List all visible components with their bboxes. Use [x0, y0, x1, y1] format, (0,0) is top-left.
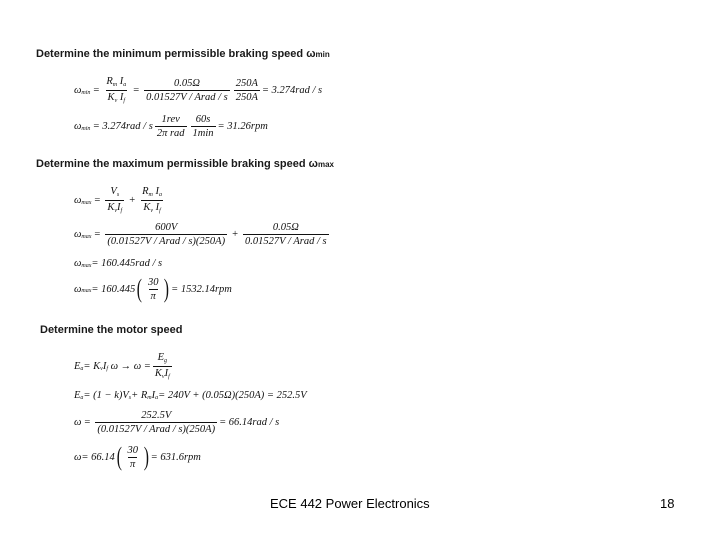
equation-omega-min-1: ω min = $\frac{\text{Rm Ia}}{\text{Kv If}}$ = $\frac{0.05\Omega}{\text{0.01527V / Arad / s}}$ $\frac{250A}{250A}$ = 3.274rad / s [74, 76, 323, 104]
equation-omega-max-formula: ω max = $\frac{Vs}{\text{KvIf}}$ + $\frac{\text{Rm Ia}}{\text{Kv If}}$ [74, 186, 163, 214]
equation-omega-rad: ω = $\frac{252.5V}{\text{(0.01527V / Arad / s)(250A)}}$ = 66.14rad / s [74, 410, 280, 435]
equation-back-emf: E a = K v I f ω → ω = $\frac{Eg}{\text{KvIf}}$ [74, 352, 170, 380]
heading-min-braking-speed: Determine the minimum permissible braking speed ωmin [36, 48, 330, 60]
equation-ea-value: E a = (1 − k)V s + R m I a = 240V + (0.05Ω)(250A) = 252.5V [74, 390, 307, 401]
equation-omega-max-result: ω max = 160.445rad / s [74, 258, 163, 269]
equation-omega-min-rpm: ω min = 3.274rad / s $\frac{\text{1rev}}{\text{2π rad}}$ $\frac{60s}{1\min}$ = 31.26rpm [74, 114, 268, 139]
equation-omega-rpm: ω = 66.14 ( $\frac{30}{\pi}$ ) = 631.6rpm [74, 442, 201, 471]
heading-motor-speed: Determine the motor speed [40, 324, 183, 336]
equation-omega-max-rpm: ω max = 160.445 ( $\frac{30}{\pi}$ ) = 1532.14rpm [74, 274, 232, 303]
footer-course-title: ECE 442 Power Electronics [270, 496, 430, 511]
heading-max-braking-speed: Determine the maximum permissible braking speed ωmax [36, 158, 334, 170]
equation-omega-max-values: ω max = $\frac{600V}{\text{(0.01527V / Arad / s)(250A)}}$ + $\frac{0.05\Omega}{\text{0.01527V / Arad / s}}$ [74, 222, 327, 247]
footer-page-number: 18 [660, 496, 675, 511]
